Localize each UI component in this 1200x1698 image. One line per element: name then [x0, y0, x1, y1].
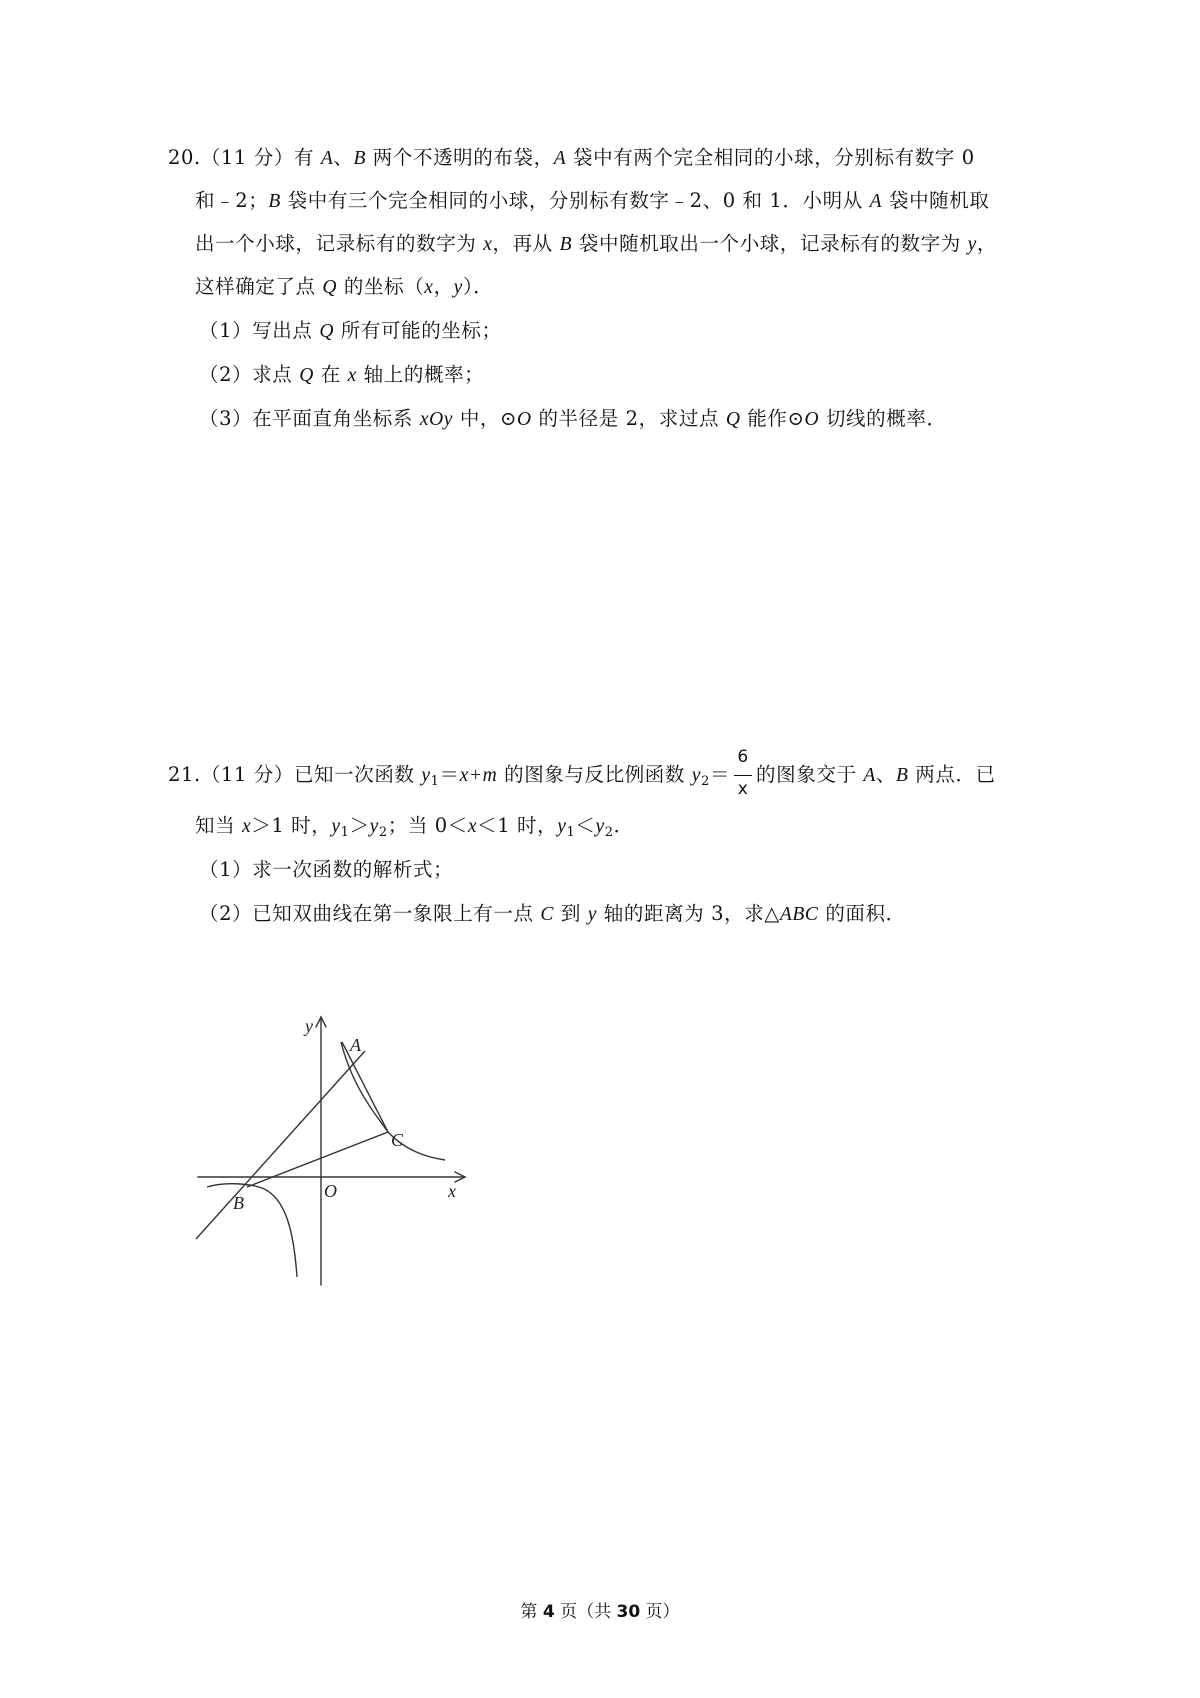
- q20-number: 20.: [168, 146, 201, 169]
- q20-part-3: （3）在平面直角坐标系 xOy 中，⊙O 的半径是 2，求过点 Q 能作⊙O 切线的概率．: [199, 407, 947, 430]
- segment-AC: [342, 1042, 388, 1132]
- q21-line-1: 21.（11 分）已知一次函数 $y_1=x+m$ 的图象与反比例函数 $y_2=$ $\frac{6}{x}$ 的图象交于 A、B 两点．已: [168, 746, 996, 799]
- fraction-6-over-x: $\frac{6}{x}$: [732, 764, 754, 788]
- q21-line-2: 知当 x＞1 时，$y_1>y_2$；当 0＜x＜1 时，$y_1<y_2$．: [195, 814, 634, 840]
- y-axis-label: y: [305, 1016, 313, 1036]
- fraction-bar: [734, 775, 752, 776]
- q20-score: （11 分）: [200, 146, 294, 169]
- point-label-B: B: [233, 1193, 244, 1213]
- line-y1: [196, 1051, 365, 1239]
- point-label-C: C: [391, 1130, 404, 1150]
- page-footer: 第 4 页（共 30 页）: [520, 1602, 680, 1622]
- hyperbola-branch-third-quadrant: [207, 1184, 297, 1277]
- q21-part-1: （1）求一次函数的解析式；: [199, 858, 454, 881]
- q20-part-1: （1）写出点 Q 所有可能的坐标；: [199, 319, 502, 342]
- axes: [198, 1017, 465, 1285]
- q20-line-4: 这样确定了点 Q 的坐标（x，y）．: [195, 275, 494, 298]
- q21-part-2: （2）已知双曲线在第一象限上有一点 C 到 y 轴的距离为 3，求△ABC 的面积．: [199, 902, 906, 925]
- q21-score: （11 分）: [200, 763, 294, 786]
- page-number: 4: [542, 1602, 555, 1622]
- q20-line-2: 和﹣2；B 袋中有三个完全相同的小球，分别标有数字﹣2、0 和 1．小明从 A 袋中随机取: [195, 189, 990, 212]
- q20-part-2: （2）求点 Q 在 x 轴上的概率；: [199, 363, 485, 386]
- point-label-A: A: [350, 1035, 361, 1055]
- x-axis-label: x: [448, 1181, 456, 1201]
- q20-line-1: 20.（11 分）有 A、B 两个不透明的布袋，A 袋中有两个完全相同的小球，分别标有数字 0: [168, 146, 975, 169]
- q20-line-3: 出一个小球，记录标有的数字为 x，再从 B 袋中随机取出一个小球，记录标有的数字为 y，: [195, 232, 997, 255]
- q21-figure: [195, 1015, 495, 1295]
- origin-label: O: [324, 1181, 337, 1201]
- q21-number: 21.: [168, 763, 201, 786]
- total-pages: 30: [616, 1602, 641, 1622]
